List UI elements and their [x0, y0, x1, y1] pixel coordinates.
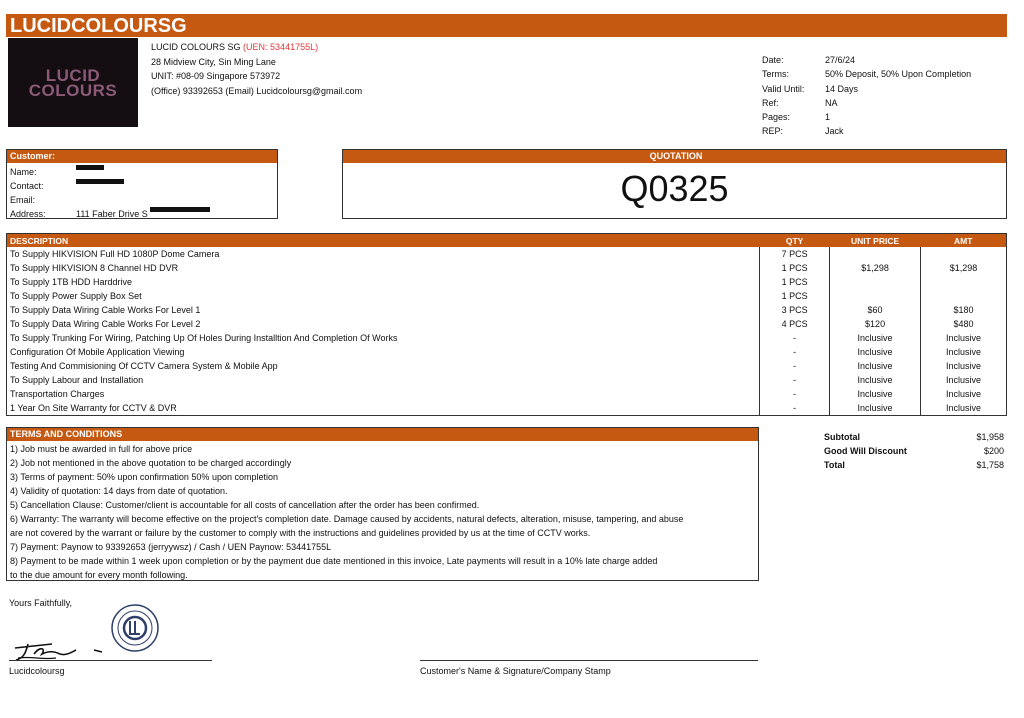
- item-amt: $480: [921, 317, 1007, 331]
- meta-value: Jack: [825, 126, 844, 137]
- terms-line: 8) Payment to be made within 1 week upon completion or by the payment due date mentioned in this invoice, Late payments will result in a 10% late charge added: [10, 556, 658, 566]
- table-row: [7, 303, 1007, 317]
- item-qty: -: [760, 359, 830, 373]
- customer-name-label: Name:: [10, 167, 37, 177]
- customer-signature-label: Customer's Name & Signature/Company Stamp: [420, 666, 611, 676]
- redacted-address: [150, 207, 210, 212]
- table-row: [7, 247, 1007, 261]
- item-unit: [830, 289, 921, 303]
- company-stamp-icon: [108, 603, 162, 655]
- item-amt: $180: [921, 303, 1007, 317]
- total-value: $1,758: [976, 460, 1004, 470]
- meta-label: Valid Until:: [762, 83, 805, 94]
- item-desc: To Supply Data Wiring Cable Works For Level 1: [10, 305, 201, 315]
- table-row: [7, 275, 1007, 289]
- grand-total-row: [824, 458, 1004, 472]
- item-qty: -: [760, 401, 830, 416]
- company-name: LUCID COLOURS SG: [151, 42, 241, 52]
- item-amt: Inclusive: [921, 373, 1007, 387]
- quote-meta: [762, 53, 971, 139]
- col-qty: QTY: [760, 234, 830, 248]
- table-row: [7, 261, 1007, 275]
- terms-box: [6, 427, 759, 581]
- item-desc: To Supply Power Supply Box Set: [10, 291, 142, 301]
- item-desc: To Supply Trunking For Wiring, Patching Up Of Holes During Installtion And Completion Of Works: [10, 333, 398, 343]
- meta-label: REP:: [762, 126, 784, 137]
- redacted-contact: [76, 179, 124, 184]
- item-unit: Inclusive: [830, 345, 921, 359]
- table-row: [7, 373, 1007, 387]
- meta-label: Pages:: [762, 112, 791, 123]
- customer-address-value: 111 Faber Drive S: [76, 209, 148, 219]
- meta-row: [762, 53, 971, 67]
- item-unit: $1,298: [830, 261, 921, 275]
- signer-name: Lucidcoloursg: [9, 666, 65, 676]
- table-row: [7, 387, 1007, 401]
- terms-line: 2) Job not mentioned in the above quotation to be charged accordingly: [10, 458, 292, 468]
- terms-line: 6) Warranty: The warranty will become effective on the project's completion date. Damage caused by accidents, natural defects, alteration, misuse, tampering, and abuse: [10, 514, 684, 524]
- meta-value: 27/6/24: [825, 55, 856, 65]
- meta-label: Terms:: [762, 69, 789, 80]
- customer-contact-label: Contact:: [10, 181, 44, 191]
- item-desc: Transportation Charges: [10, 389, 105, 399]
- terms-line: 3) Terms of payment: 50% upon confirmation 50% upon completion: [10, 472, 278, 482]
- item-amt: $1,298: [921, 261, 1007, 275]
- customer-title: Customer:: [7, 150, 277, 163]
- item-unit: Inclusive: [830, 331, 921, 345]
- item-amt: [921, 247, 1007, 261]
- item-qty: -: [760, 331, 830, 345]
- col-unit-price: UNIT PRICE: [830, 234, 921, 248]
- meta-value: 1: [825, 112, 831, 123]
- item-unit: Inclusive: [830, 401, 921, 416]
- meta-row: [762, 124, 971, 138]
- table-row: [7, 331, 1007, 345]
- item-unit: $60: [830, 303, 921, 317]
- item-unit: [830, 247, 921, 261]
- item-qty: -: [760, 345, 830, 359]
- item-desc: To Supply Data Wiring Cable Works For Level 2: [10, 319, 201, 329]
- customer-box: [6, 149, 278, 219]
- meta-row: [762, 110, 971, 124]
- total-value: $1,958: [976, 432, 1004, 442]
- item-qty: -: [760, 387, 830, 401]
- item-unit: Inclusive: [830, 359, 921, 373]
- company-name-line: [151, 40, 362, 55]
- item-unit: Inclusive: [830, 373, 921, 387]
- terms-line: are not covered by the warrant or failure by the customer to comply with the instructions and guidelines provided by us at the time of CCTV works.: [10, 528, 591, 538]
- item-qty: 1 PCS: [760, 275, 830, 289]
- totals-block: [824, 430, 1004, 472]
- quotation-box: [342, 149, 1007, 219]
- col-amount: AMT: [921, 234, 1007, 248]
- item-amt: [921, 289, 1007, 303]
- item-desc: 1 Year On Site Warranty for CCTV & DVR: [10, 403, 177, 413]
- subtotal-row: [824, 430, 1004, 444]
- total-value: $200: [983, 446, 1004, 456]
- item-desc: Configuration Of Mobile Application Viewing: [10, 347, 185, 357]
- item-qty: 1 PCS: [760, 289, 830, 303]
- meta-label: Ref:: [762, 97, 779, 108]
- item-amt: Inclusive: [921, 387, 1007, 401]
- item-qty: 7 PCS: [760, 247, 830, 261]
- quotation-title: QUOTATION: [343, 150, 1006, 163]
- signature-line: [9, 660, 212, 661]
- meta-value: NA: [825, 97, 838, 108]
- brand-title: LUCIDCOLOURSG: [10, 15, 187, 37]
- meta-value: 50% Deposit, 50% Upon Completion: [825, 69, 972, 80]
- meta-value: 14 Days: [825, 83, 859, 94]
- table-row: [7, 359, 1007, 373]
- meta-row: [762, 82, 971, 96]
- item-amt: Inclusive: [921, 401, 1007, 416]
- customer-name-row: [10, 165, 274, 179]
- item-unit: [830, 275, 921, 289]
- item-desc: To Supply HIKVISION Full HD 1080P Dome Camera: [10, 249, 220, 259]
- total-label: Total: [824, 460, 845, 470]
- table-row: [7, 345, 1007, 359]
- terms-line: 5) Cancellation Clause: Customer/client is accountable for all costs of cancellation after the order has been confirmed.: [10, 500, 480, 510]
- items-header-row: [7, 234, 1007, 248]
- company-contact: (Office) 93392653 (Email) Lucidcoloursg@gmail.com: [151, 85, 363, 96]
- table-row: [7, 289, 1007, 303]
- item-desc: To Supply 1TB HDD Harddrive: [10, 277, 133, 287]
- company-address1: 28 Midview City, Sin Ming Lane: [151, 56, 276, 67]
- item-qty: -: [760, 373, 830, 387]
- terms-line: 4) Validity of quotation: 14 days from date of quotation.: [10, 486, 228, 496]
- customer-email-label: Email:: [10, 195, 36, 205]
- company-uen: (UEN: 53441755L): [243, 42, 319, 52]
- total-label: Subtotal: [824, 432, 860, 442]
- item-amt: Inclusive: [921, 331, 1007, 345]
- col-description: DESCRIPTION: [7, 234, 760, 248]
- item-qty: 1 PCS: [760, 261, 830, 275]
- customer-signature-line: [420, 660, 758, 661]
- company-info: [151, 40, 362, 98]
- item-desc: To Supply HIKVISION 8 Channel HD DVR: [10, 263, 179, 273]
- item-unit: $120: [830, 317, 921, 331]
- terms-line: to the due amount for every month following.: [10, 570, 188, 580]
- terms-title: TERMS AND CONDITIONS: [7, 428, 758, 441]
- item-qty: 4 PCS: [760, 317, 830, 331]
- logo-line1: LUCID: [45, 65, 101, 85]
- meta-row: [762, 67, 971, 81]
- item-amt: [921, 275, 1007, 289]
- item-unit: Inclusive: [830, 387, 921, 401]
- brand-title-bar: [6, 14, 1007, 37]
- customer-email-row: [10, 193, 274, 207]
- terms-line: 1) Job must be awarded in full for above price: [10, 444, 193, 454]
- terms-line: 7) Payment: Paynow to 93392653 (jerryywsz) / Cash / UEN Paynow: 53441755L: [10, 542, 332, 552]
- signature-icon: [12, 636, 107, 666]
- item-desc: Testing And Commisioning Of CCTV Camera System & Mobile App: [10, 361, 278, 371]
- quotation-number: Q0325: [620, 168, 729, 209]
- item-desc: To Supply Labour and Installation: [10, 375, 144, 385]
- closing-text: Yours Faithfully,: [9, 598, 73, 608]
- table-row: [7, 317, 1007, 331]
- table-row: [7, 401, 1007, 416]
- company-address2: UNIT: #08-09 Singapore 573972: [151, 71, 281, 81]
- meta-label: Date:: [762, 55, 784, 65]
- discount-row: [824, 444, 1004, 458]
- customer-address-row: [10, 207, 274, 221]
- item-amt: Inclusive: [921, 345, 1007, 359]
- item-qty: 3 PCS: [760, 303, 830, 317]
- total-label: Good Will Discount: [824, 446, 907, 456]
- items-table: [6, 233, 1007, 416]
- meta-row: [762, 96, 971, 110]
- company-logo: [8, 38, 138, 127]
- item-amt: Inclusive: [921, 359, 1007, 373]
- redacted-name: [76, 165, 104, 170]
- customer-address-label: Address:: [10, 209, 46, 219]
- customer-contact-row: [10, 179, 274, 193]
- logo-line2: COLOURS: [28, 80, 118, 100]
